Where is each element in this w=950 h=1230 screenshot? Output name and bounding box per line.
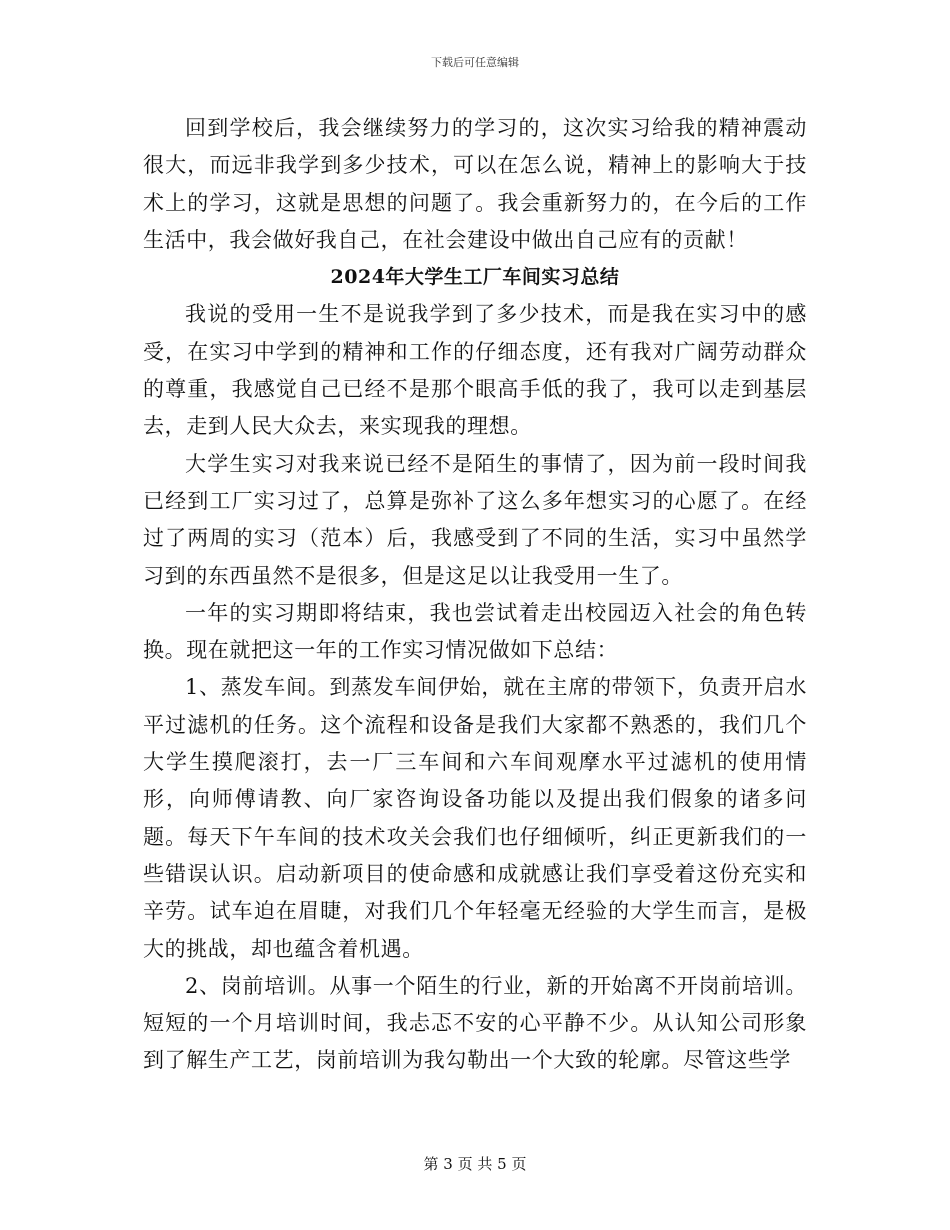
paragraph-1: 回到学校后，我会继续努力的学习的，这次实习给我的精神震动很大，而远非我学到多少技术，可以在怎么说，精神上的影响大于技术上的学习，这就是思想的问题了。我会重新努力的，在今后的工作生活中，我会做好我自己，在社会建设中做出自己应有的贡献！ [143, 116, 807, 252]
page-number-footer: 第 3 页 共 5 页 [423, 1155, 527, 1173]
document-title: 2024年大学生工厂车间实习总结 [330, 266, 620, 289]
paragraph-3: 大学生实习对我来说已经不是陌生的事情了，因为前一段时间我已经到工厂实习过了，总算是弥补了这么多年想实习的心愿了。在经过了两周的实习（范本）后，我感受到了不同的生活，实习中虽然学习到的东西虽然不是很多，但是这足以让我受用一生了。 [143, 451, 807, 588]
document-body [143, 110, 807, 1080]
paragraph-4: 一年的实习期即将结束，我也尝试着走出校园迈入社会的角色转换。现在就把这一年的工作实习情况做如下总结： [143, 600, 807, 663]
page-header-note: 下载后可任意编辑 [431, 56, 519, 69]
paragraph-5: 1、蒸发车间。到蒸发车间伊始，就在主席的带领下，负责开启水平过滤机的任务。这个流程和设备是我们大家都不熟悉的，我们几个大学生摸爬滚打，去一厂三车间和六车间观摩水平过滤机的使用情形，向师傅请教、向厂家咨询设备功能以及提出我们假象的诸多问题。每天下午车间的技术攻关会我们也仔细倾听，纠正更新我们的一些错误认识。启动新项目的使命感和成就感让我们享受着这份充实和辛劳。试车迫在眉睫，对我们几个年轻毫无经验的大学生而言，是极大的挑战，却也蕴含着机遇。 [143, 675, 807, 961]
paragraph-2: 我说的受用一生不是说我学到了多少技术，而是我在实习中的感受，在实习中学到的精神和工作的仔细态度，还有我对广阔劳动群众的尊重，我感觉自己已经不是那个眼高手低的我了，我可以走到基层去，走到人民大众去，来实现我的理想。 [143, 302, 807, 439]
paragraph-6: 2、岗前培训。从事一个陌生的行业，新的开始离不开岗前培训。短短的一个月培训时间，我忐忑不安的心平静不少。从认知公司形象到了解生产工艺，岗前培训为我勾勒出一个大致的轮廓。尽管这些学 [143, 973, 807, 1073]
